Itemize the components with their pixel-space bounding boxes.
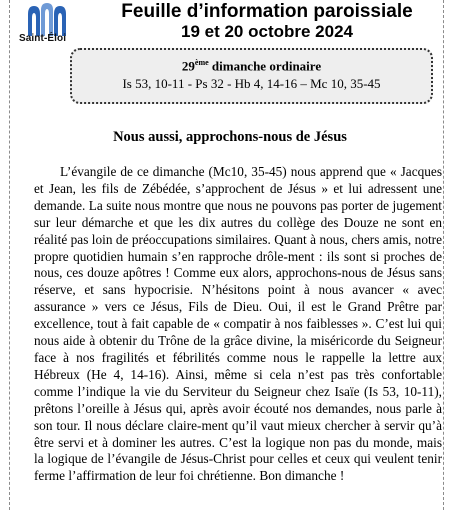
sunday-ordinal: 29 [181,58,195,74]
newsletter-title: Feuille d’information paroissiale [121,1,413,22]
sunday-ordinal-suffix: ème [194,58,209,67]
page-frame-left [9,0,10,510]
sunday-name: dimanche ordinaire [208,58,322,74]
sunday-label [72,58,431,74]
sunday-readings: Is 53, 10-11 - Ps 32 - Hb 4, 14-16 – Mc 10, 35-45 [122,76,381,92]
article-title: Nous aussi, approchons-nous de Jésus [113,129,347,145]
sunday-info-box [70,48,433,104]
article-body: L’évangile de ce dimanche (Mc10, 35-45) nous apprend que « Jacques et Jean, les fils de Zébédée, s’approchent de Jésus » et lui adressent une demande. La suite nous montre que nous ne pouvons pas porter de jugement sur leur démarche et que les dix autres du collège des Douze ne sont en réalité pas loin de préoccupations similaires. Quant à nous, chers amis, notre propre quotidien humain s’en rapproche drôle-ment : ils sont si proches de nous, ces douze apôtres ! Comme eux alors, approchons-nous de Jésus sans réserve, et sans hypocrisie. N’hésitons point à nous avancer « avec assurance » vers ce Jésus, Fils de Dieu. Oui, il est le Grand Prêtre par excellence, tout à fait capable de « compatir à nos faiblesses ». C’est lui qui nous aide à obtenir du Trône de la grâce divine, la miséricorde du Seigneur face à nos fragilités et fébrilités comme nous le rappelle la lettre aux Hébreux (He 4, 14-16). Ainsi, même si cela n’est pas très confortable comme l’indique la vie du Serviteur du Seigneur chez Isaïe (Is 53, 10-11), prêtons l’oreille à Jésus qui, après avoir écouté nos demandes, nous parle à son tour. Il nous déclare claire-ment qu’il vaut mieux chercher à servir qu’à être servi et à dominer les autres. C’est la logique non pas du monde, mais la logique de l’évangile de Jésus-Christ pour celles et ceux qui veulent tenir ferme l’affirmation de leur foi chrétienne. Bon dimanche ! [34,164,442,484]
newsletter-dates: 19 et 20 octobre 2024 [181,22,353,41]
church-logo-icon [24,2,70,36]
header [78,2,456,41]
page-frame-right [443,0,444,510]
logo-label: Saint-Éloi [19,33,67,44]
logo-window-2 [45,9,49,36]
